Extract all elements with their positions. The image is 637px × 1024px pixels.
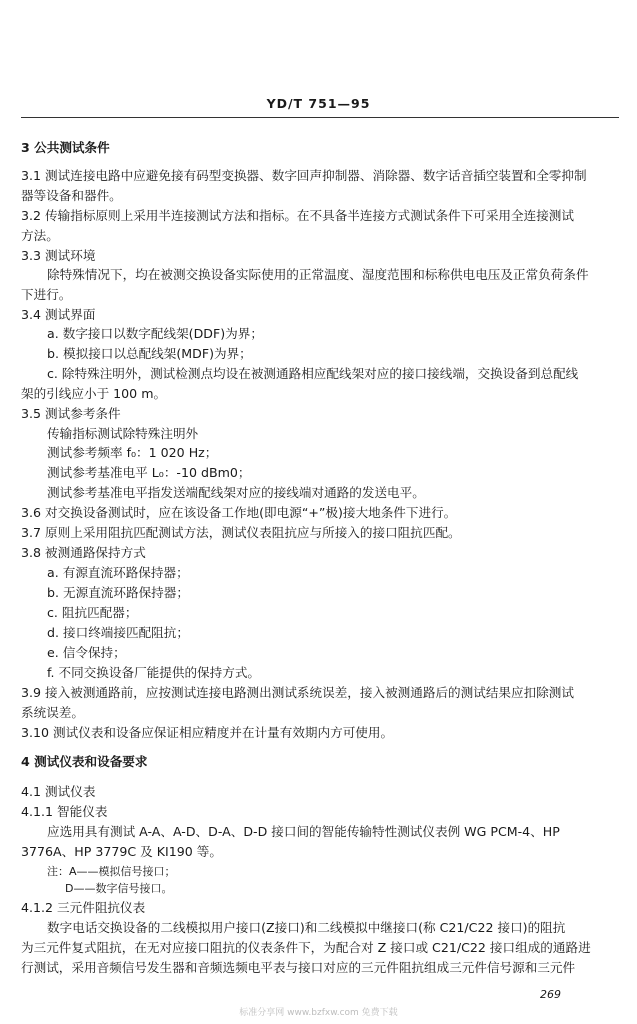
list-item: f. 不同交换设备厂能提供的保持方式。 <box>47 665 261 680</box>
note-line: 注：A——模拟信号接口； <box>47 865 176 878</box>
paragraph-line: 为三元件复式阻抗，在无对应接口阻抗的仪表条件下，为配合对 Z 接口或 C21/C22 接口组成的通路进 <box>21 940 591 955</box>
page-number: 269 <box>540 988 561 1001</box>
list-item: b. 无源直流环路保持器； <box>47 585 189 600</box>
paragraph-line: 3.10 测试仪表和设备应保证相应精度并在计量有效期内方可使用。 <box>21 725 394 740</box>
clause-heading: 4.1 测试仪表 <box>21 784 96 799</box>
list-item: c. 除特殊注明外，测试检测点均设在被测通路相应配线架对应的接口接线端，交换设备到总配线 <box>47 366 579 381</box>
clause-heading: 3.3 测试环境 <box>21 248 96 263</box>
paragraph-line: 测试参考基准电平指发送端配线架对应的接线端对通路的发送电平。 <box>47 485 425 500</box>
paragraph-line: 测试参考基准电平 L₀：-10 dBm0； <box>47 465 251 480</box>
note-line: D——数字信号接口。 <box>65 882 173 895</box>
section-heading-3: 3 公共测试条件 <box>21 140 110 155</box>
paragraph-line: 传输指标测试除特殊注明外 <box>47 426 199 441</box>
section-heading-4: 4 测试仪表和设备要求 <box>21 754 148 769</box>
list-item: e. 信令保持； <box>47 645 126 660</box>
paragraph-line: 3.9 接入被测通路前，应按测试连接电路测出测试系统误差，接入被测通路后的测试结果应扣除测试 <box>21 685 574 700</box>
paragraph-line: 测试参考频率 f₀：1 020 Hz； <box>47 445 218 460</box>
paragraph-line: 架的引线应小于 100 m。 <box>21 386 167 401</box>
paragraph-line: 应选用具有测试 A-A、A-D、D-A、D-D 接口间的智能传输特性测试仪表例 WG PCM-4、HP <box>47 824 560 839</box>
clause-heading: 3.8 被测通路保持方式 <box>21 545 146 560</box>
header-rule <box>21 117 619 118</box>
clause-heading: 3.5 测试参考条件 <box>21 406 121 421</box>
clause-heading: 3.4 测试界面 <box>21 307 96 322</box>
list-item: d. 接口终端接匹配阻抗； <box>47 625 189 640</box>
paragraph-line: 3.2 传输指标原则上采用半连接测试方法和指标。在不具备半连接方式测试条件下可采用全连接测试 <box>21 208 574 223</box>
list-item: a. 数字接口以数字配线架(DDF)为界； <box>47 326 263 341</box>
paragraph-line: 除特殊情况下，均在被测交换设备实际使用的正常温度、湿度范围和标称供电电压及正常负荷条件 <box>47 267 589 282</box>
clause-heading: 4.1.2 三元件阻抗仪表 <box>21 900 146 915</box>
list-item: b. 模拟接口以总配线架(MDF)为界； <box>47 346 252 361</box>
clause-heading: 4.1.1 智能仪表 <box>21 804 108 819</box>
watermark: 标准分享网 www.bzfxw.com 免费下载 <box>239 1008 398 1018</box>
paragraph-line: 3.7 原则上采用阻抗匹配测试方法，测试仪表阻抗应与所接入的接口阻抗匹配。 <box>21 525 461 540</box>
paragraph-line: 数字电话交换设备的二线模拟用户接口(Z接口)和二线模拟中继接口(称 C21/C22 接口)的阻抗 <box>47 920 566 935</box>
paragraph-line: 3.1 测试连接电路中应避免接有码型变换器、数字回声抑制器、消除器、数字话音插空装置和全零抑制 <box>21 168 587 183</box>
paragraph-line: 器等设备和器件。 <box>21 188 122 203</box>
list-item: c. 阻抗匹配器； <box>47 605 138 620</box>
list-item: a. 有源直流环路保持器； <box>47 565 189 580</box>
paragraph-line: 3776A、HP 3779C 及 KI190 等。 <box>21 844 222 859</box>
paragraph-line: 系统误差。 <box>21 705 84 720</box>
standard-header: YD/T 751—95 <box>266 96 371 111</box>
paragraph-line: 3.6 对交换设备测试时，应在该设备工作地(即电源“+”极)接大地条件下进行。 <box>21 505 457 520</box>
paragraph-line: 行测试，采用音频信号发生器和音频选频电平表与接口对应的三元件阻抗组成三元件信号源和三元件 <box>21 960 576 975</box>
paragraph-line: 方法。 <box>21 228 59 243</box>
paragraph-line: 下进行。 <box>21 287 72 302</box>
